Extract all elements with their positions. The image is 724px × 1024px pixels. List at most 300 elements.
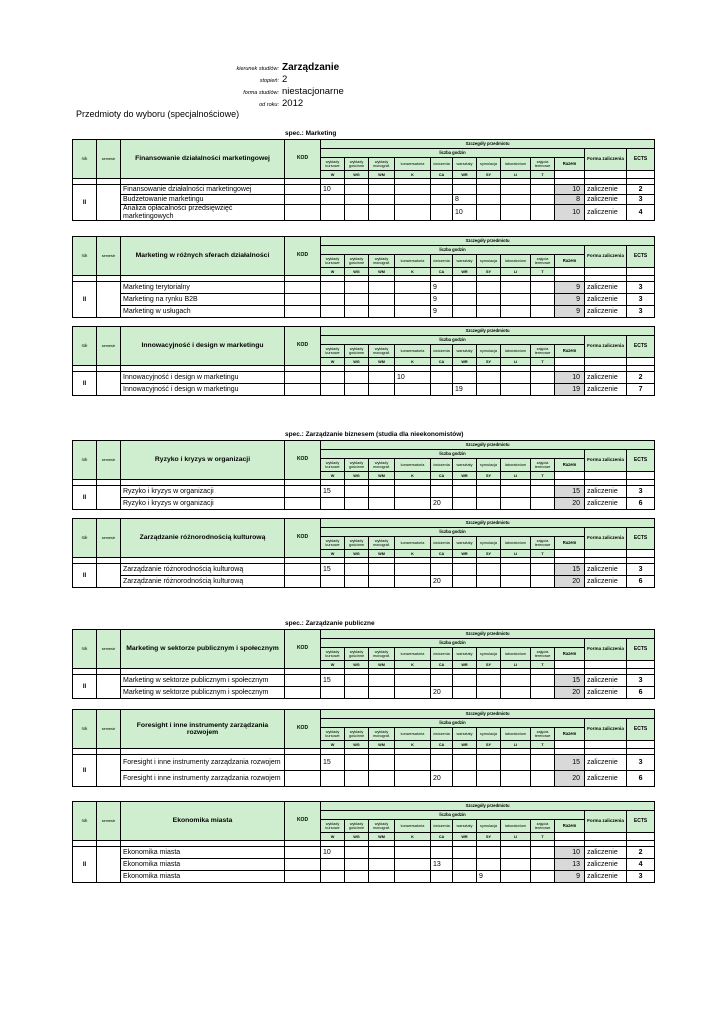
hours-column-header: zajęcia terenowe	[531, 345, 555, 358]
forma-value: zaliczenie	[585, 847, 627, 859]
hours-value	[477, 687, 501, 699]
hours-value	[477, 205, 501, 221]
course-row	[73, 306, 655, 318]
hours-value	[453, 859, 477, 871]
hours-code: WM	[369, 171, 395, 179]
hours-value	[395, 486, 431, 498]
block-title: Foresight i inne instrumenty zarządzania rozwojem	[121, 710, 285, 749]
hours-value	[501, 498, 531, 510]
hours-code: LI	[501, 661, 531, 669]
hours-code: K	[395, 268, 431, 276]
hours-value	[531, 498, 555, 510]
course-row	[73, 847, 655, 859]
razem-value: 20	[555, 576, 585, 588]
hours-value	[501, 205, 531, 221]
kod-value	[285, 384, 321, 396]
meta-label: od roku:	[259, 102, 279, 108]
hours-column-header: laboratorium	[501, 255, 531, 268]
hours-value	[477, 771, 501, 787]
hours-column-header: wykłady monograf.	[369, 345, 395, 358]
kod-value	[285, 372, 321, 384]
course-name: Marketing w usługach	[121, 306, 285, 318]
hours-code: LI	[501, 550, 531, 558]
meta-value: 2012	[282, 98, 304, 109]
hours-value	[431, 185, 453, 195]
hours-code: WG	[345, 472, 369, 480]
hours-value	[501, 675, 531, 687]
kod-value	[285, 755, 321, 771]
meta-row-forma	[180, 86, 400, 98]
razem-value: 9	[555, 306, 585, 318]
subject-block	[72, 236, 654, 318]
ects-header: ECTS	[627, 719, 655, 741]
hours-column-header: konwersatoria	[395, 728, 431, 741]
hours-value	[477, 372, 501, 384]
code-blank	[627, 358, 655, 366]
razem-value: 15	[555, 564, 585, 576]
hours-code: WM	[369, 661, 395, 669]
study-metadata	[180, 62, 400, 110]
hours-code: SY	[477, 550, 501, 558]
hours-code: SY	[477, 171, 501, 179]
hours-value	[453, 675, 477, 687]
hours-value	[477, 755, 501, 771]
hours-code: CA	[431, 833, 453, 841]
semestr-value	[97, 847, 121, 883]
hours-value	[369, 675, 395, 687]
course-name: Foresight i inne instrumenty zarządzania rozwojem	[121, 771, 285, 787]
hours-value	[501, 185, 531, 195]
hours-value	[369, 755, 395, 771]
hours-code: WG	[345, 358, 369, 366]
hours-value	[369, 384, 395, 396]
hours-value	[477, 195, 501, 205]
hours-value	[321, 871, 345, 883]
hours-column-header: ćwiczenia	[431, 820, 453, 833]
hours-column-header: laboratorium	[501, 537, 531, 550]
ects-value: 2	[627, 372, 655, 384]
hours-value	[431, 384, 453, 396]
ects-value: 4	[627, 859, 655, 871]
subject-table	[72, 801, 655, 883]
kod-value	[285, 185, 321, 195]
code-blank	[585, 171, 627, 179]
hours-value	[453, 564, 477, 576]
header-row	[73, 710, 655, 719]
hours-column-header: wykłady kursowe	[321, 255, 345, 268]
hours-code: WG	[345, 661, 369, 669]
razem-header: Razem	[555, 255, 585, 268]
header-row	[73, 519, 655, 528]
semestr-header: semestr	[97, 710, 121, 749]
razem-value: 9	[555, 294, 585, 306]
hours-value	[531, 755, 555, 771]
hours-code: WG	[345, 741, 369, 749]
hours-column-header: ćwiczenia	[431, 537, 453, 550]
hours-value	[477, 847, 501, 859]
course-name: Marketing w sektorze publicznym i społecznym	[121, 675, 285, 687]
hours-value	[431, 372, 453, 384]
semestr-value	[97, 486, 121, 510]
razem-value: 20	[555, 687, 585, 699]
hours-column-header: wykłady monograf.	[369, 648, 395, 661]
hours-value	[345, 576, 369, 588]
subject-block	[72, 440, 654, 510]
course-row	[73, 185, 655, 195]
hours-column-header: zajęcia terenowe	[531, 537, 555, 550]
rok-value: II	[73, 564, 97, 588]
kod-header: KOD	[285, 519, 321, 558]
hours-code: WR	[453, 833, 477, 841]
hours-column-header: ćwiczenia	[431, 728, 453, 741]
hours-code: WM	[369, 268, 395, 276]
hours-code: WR	[453, 550, 477, 558]
hours-value	[531, 195, 555, 205]
hours-value	[501, 294, 531, 306]
hours-column-header: warsztaty	[453, 345, 477, 358]
semestr-header: semestr	[97, 630, 121, 669]
liczba-godzin-header: liczba godzin	[321, 149, 585, 158]
hours-value	[477, 859, 501, 871]
hours-value	[501, 859, 531, 871]
semestr-header: semestr	[97, 441, 121, 480]
hours-value	[453, 771, 477, 787]
rok-header: rok	[73, 519, 97, 558]
subject-block	[72, 518, 654, 588]
hours-value	[453, 871, 477, 883]
szczegoly-header: Szczegóły przedmiotu	[321, 441, 655, 450]
kod-header: KOD	[285, 710, 321, 749]
hours-column-header: laboratorium	[501, 459, 531, 472]
hours-value	[345, 675, 369, 687]
ects-value: 6	[627, 576, 655, 588]
hours-column-header: laboratorium	[501, 820, 531, 833]
kod-value	[285, 294, 321, 306]
block-title: Marketing w sektorze publicznym i społecznym	[121, 630, 285, 669]
hours-column-header: wykłady kursowe	[321, 648, 345, 661]
forma-header: Forma zaliczenia	[585, 336, 627, 358]
hours-value	[395, 859, 431, 871]
code-blank	[627, 268, 655, 276]
hours-value	[321, 306, 345, 318]
course-row	[73, 294, 655, 306]
hours-value	[321, 771, 345, 787]
hours-value: 13	[431, 859, 453, 871]
hours-value	[369, 871, 395, 883]
kod-value	[285, 498, 321, 510]
hours-value	[531, 306, 555, 318]
code-blank	[585, 268, 627, 276]
razem-header: Razem	[555, 158, 585, 171]
rok-header: rok	[73, 802, 97, 841]
hours-value	[531, 486, 555, 498]
course-row	[73, 564, 655, 576]
hours-column-header: warsztaty	[453, 648, 477, 661]
hours-code: T	[531, 550, 555, 558]
hours-code: CA	[431, 550, 453, 558]
forma-header: Forma zaliczenia	[585, 719, 627, 741]
hours-column-header: wykłady gościnne	[345, 537, 369, 550]
hours-value: 15	[321, 755, 345, 771]
razem-value: 10	[555, 185, 585, 195]
hours-value	[431, 675, 453, 687]
hours-value	[345, 564, 369, 576]
semestr-value	[97, 185, 121, 221]
semestr-value	[97, 675, 121, 699]
hours-value	[531, 871, 555, 883]
ects-value: 3	[627, 486, 655, 498]
rok-header: rok	[73, 327, 97, 366]
code-blank	[627, 171, 655, 179]
hours-value	[501, 755, 531, 771]
hours-column-header: wykłady monograf.	[369, 255, 395, 268]
rok-header: rok	[73, 441, 97, 480]
kod-value	[285, 282, 321, 294]
course-row	[73, 498, 655, 510]
hours-column-header: ćwiczenia	[431, 345, 453, 358]
hours-value	[369, 687, 395, 699]
hours-column-header: laboratorium	[501, 345, 531, 358]
code-blank	[585, 741, 627, 749]
hours-value: 20	[431, 687, 453, 699]
hours-value	[395, 384, 431, 396]
ects-value: 6	[627, 498, 655, 510]
hours-column-header: wykłady gościnne	[345, 345, 369, 358]
meta-label: kierunek studiów:	[236, 66, 279, 72]
code-blank	[627, 661, 655, 669]
forma-value: zaliczenie	[585, 564, 627, 576]
kod-value	[285, 576, 321, 588]
forma-header: Forma zaliczenia	[585, 149, 627, 171]
kod-value	[285, 205, 321, 221]
block-title: Ryzyko i kryzys w organizacji	[121, 441, 285, 480]
hours-value	[477, 306, 501, 318]
code-blank	[555, 358, 585, 366]
razem-header: Razem	[555, 648, 585, 661]
razem-value: 20	[555, 771, 585, 787]
ects-value: 2	[627, 847, 655, 859]
ects-value: 6	[627, 771, 655, 787]
course-name: Ekonomika miasta	[121, 871, 285, 883]
hours-value	[477, 486, 501, 498]
hours-code: CA	[431, 171, 453, 179]
forma-header: Forma zaliczenia	[585, 811, 627, 833]
hours-value	[369, 306, 395, 318]
kod-header: KOD	[285, 802, 321, 841]
hours-column-header: wykłady monograf.	[369, 537, 395, 550]
hours-value	[477, 294, 501, 306]
hours-value	[531, 372, 555, 384]
razem-value: 15	[555, 675, 585, 687]
hours-code: K	[395, 741, 431, 749]
hours-code: LI	[501, 171, 531, 179]
hours-code: W	[321, 550, 345, 558]
hours-value	[395, 871, 431, 883]
hours-value: 10	[453, 205, 477, 221]
hours-value	[369, 205, 395, 221]
liczba-godzin-header: liczba godzin	[321, 811, 585, 820]
hours-code: T	[531, 171, 555, 179]
rok-value: II	[73, 847, 97, 883]
liczba-godzin-header: liczba godzin	[321, 639, 585, 648]
hours-code: T	[531, 268, 555, 276]
hours-value	[395, 195, 431, 205]
course-name: Finansowanie działalności marketingowej	[121, 185, 285, 195]
kod-header: KOD	[285, 237, 321, 276]
hours-value: 19	[453, 384, 477, 396]
razem-header: Razem	[555, 345, 585, 358]
hours-column-header: warsztaty	[453, 255, 477, 268]
course-name: Marketing w sektorze publicznym i społecznym	[121, 687, 285, 699]
hours-value	[395, 771, 431, 787]
code-blank	[627, 472, 655, 480]
hours-column-header: warsztaty	[453, 820, 477, 833]
subject-block	[72, 139, 654, 221]
hours-value	[369, 771, 395, 787]
code-blank	[555, 833, 585, 841]
ects-header: ECTS	[627, 639, 655, 661]
hours-value: 10	[321, 847, 345, 859]
liczba-godzin-header: liczba godzin	[321, 336, 585, 345]
hours-code: W	[321, 358, 345, 366]
forma-value: zaliczenie	[585, 195, 627, 205]
header-row	[73, 327, 655, 336]
subject-table	[72, 629, 655, 699]
rok-header: rok	[73, 140, 97, 179]
hours-value	[345, 185, 369, 195]
razem-value: 10	[555, 205, 585, 221]
forma-value: zaliczenie	[585, 771, 627, 787]
course-name: Zarządzanie różnorodnością kulturową	[121, 576, 285, 588]
course-name: Marketing terytorialny	[121, 282, 285, 294]
hours-value	[531, 294, 555, 306]
hours-column-header: konwersatoria	[395, 345, 431, 358]
kod-value	[285, 195, 321, 205]
ects-header: ECTS	[627, 336, 655, 358]
hours-value: 20	[431, 576, 453, 588]
forma-value: zaliczenie	[585, 486, 627, 498]
hours-code: W	[321, 833, 345, 841]
semestr-header: semestr	[97, 519, 121, 558]
semestr-header: semestr	[97, 140, 121, 179]
code-blank	[555, 171, 585, 179]
code-blank	[555, 661, 585, 669]
meta-row-stopien	[180, 74, 400, 86]
hours-column-header: konwersatoria	[395, 459, 431, 472]
code-blank	[627, 741, 655, 749]
subject-table	[72, 518, 655, 588]
kod-value	[285, 859, 321, 871]
hours-value	[501, 195, 531, 205]
hours-value	[321, 372, 345, 384]
hours-code: WR	[453, 268, 477, 276]
razem-value: 9	[555, 282, 585, 294]
hours-column-header: zajęcia terenowe	[531, 820, 555, 833]
hours-value	[431, 195, 453, 205]
block-title: Zarządzanie różnorodnością kulturową	[121, 519, 285, 558]
hours-column-header: wykłady gościnne	[345, 255, 369, 268]
code-blank	[555, 550, 585, 558]
hours-value	[453, 847, 477, 859]
hours-column-header: zajęcia terenowe	[531, 255, 555, 268]
hours-value	[501, 486, 531, 498]
course-name: Budżetowanie marketingu	[121, 195, 285, 205]
hours-value	[453, 185, 477, 195]
hours-code: CA	[431, 268, 453, 276]
hours-value	[395, 306, 431, 318]
hours-value	[431, 205, 453, 221]
rok-value: II	[73, 372, 97, 396]
header-row	[73, 802, 655, 811]
hours-value	[453, 687, 477, 699]
hours-value	[345, 372, 369, 384]
hours-column-header: zajęcia terenowe	[531, 728, 555, 741]
ects-value: 4	[627, 205, 655, 221]
razem-value: 9	[555, 871, 585, 883]
course-row	[73, 675, 655, 687]
forma-value: zaliczenie	[585, 871, 627, 883]
hours-column-header: wykłady gościnne	[345, 158, 369, 171]
header-row	[73, 237, 655, 246]
szczegoly-header: Szczegóły przedmiotu	[321, 519, 655, 528]
forma-value: zaliczenie	[585, 185, 627, 195]
hours-column-header: symulacja	[477, 820, 501, 833]
hours-code: WR	[453, 741, 477, 749]
hours-value	[531, 576, 555, 588]
subject-block	[72, 629, 654, 699]
hours-value	[345, 859, 369, 871]
hours-column-header: konwersatoria	[395, 820, 431, 833]
hours-value	[431, 486, 453, 498]
hours-code: T	[531, 358, 555, 366]
hours-code: W	[321, 268, 345, 276]
hours-code: WR	[453, 358, 477, 366]
liczba-godzin-header: liczba godzin	[321, 719, 585, 728]
meta-value: 2	[282, 74, 288, 85]
hours-value	[369, 282, 395, 294]
hours-value	[531, 205, 555, 221]
rok-value: II	[73, 185, 97, 221]
hours-value	[531, 859, 555, 871]
forma-value: zaliczenie	[585, 687, 627, 699]
hours-code: SY	[477, 833, 501, 841]
hours-value	[477, 185, 501, 195]
kod-value	[285, 871, 321, 883]
ects-value: 6	[627, 687, 655, 699]
razem-value: 13	[555, 859, 585, 871]
forma-value: zaliczenie	[585, 205, 627, 221]
hours-value	[321, 384, 345, 396]
hours-column-header: symulacja	[477, 158, 501, 171]
hours-code: WR	[453, 472, 477, 480]
hours-code: T	[531, 741, 555, 749]
razem-value: 15	[555, 486, 585, 498]
razem-header: Razem	[555, 820, 585, 833]
hours-code: CA	[431, 741, 453, 749]
hours-value	[477, 576, 501, 588]
course-name: Ryzyko i kryzys w organizacji	[121, 486, 285, 498]
hours-value	[477, 384, 501, 396]
ects-header: ECTS	[627, 246, 655, 268]
hours-value	[345, 687, 369, 699]
semestr-header: semestr	[97, 802, 121, 841]
hours-value: 15	[321, 486, 345, 498]
rok-value: II	[73, 755, 97, 787]
kod-value	[285, 306, 321, 318]
liczba-godzin-header: liczba godzin	[321, 246, 585, 255]
hours-value	[431, 755, 453, 771]
hours-value	[501, 687, 531, 699]
